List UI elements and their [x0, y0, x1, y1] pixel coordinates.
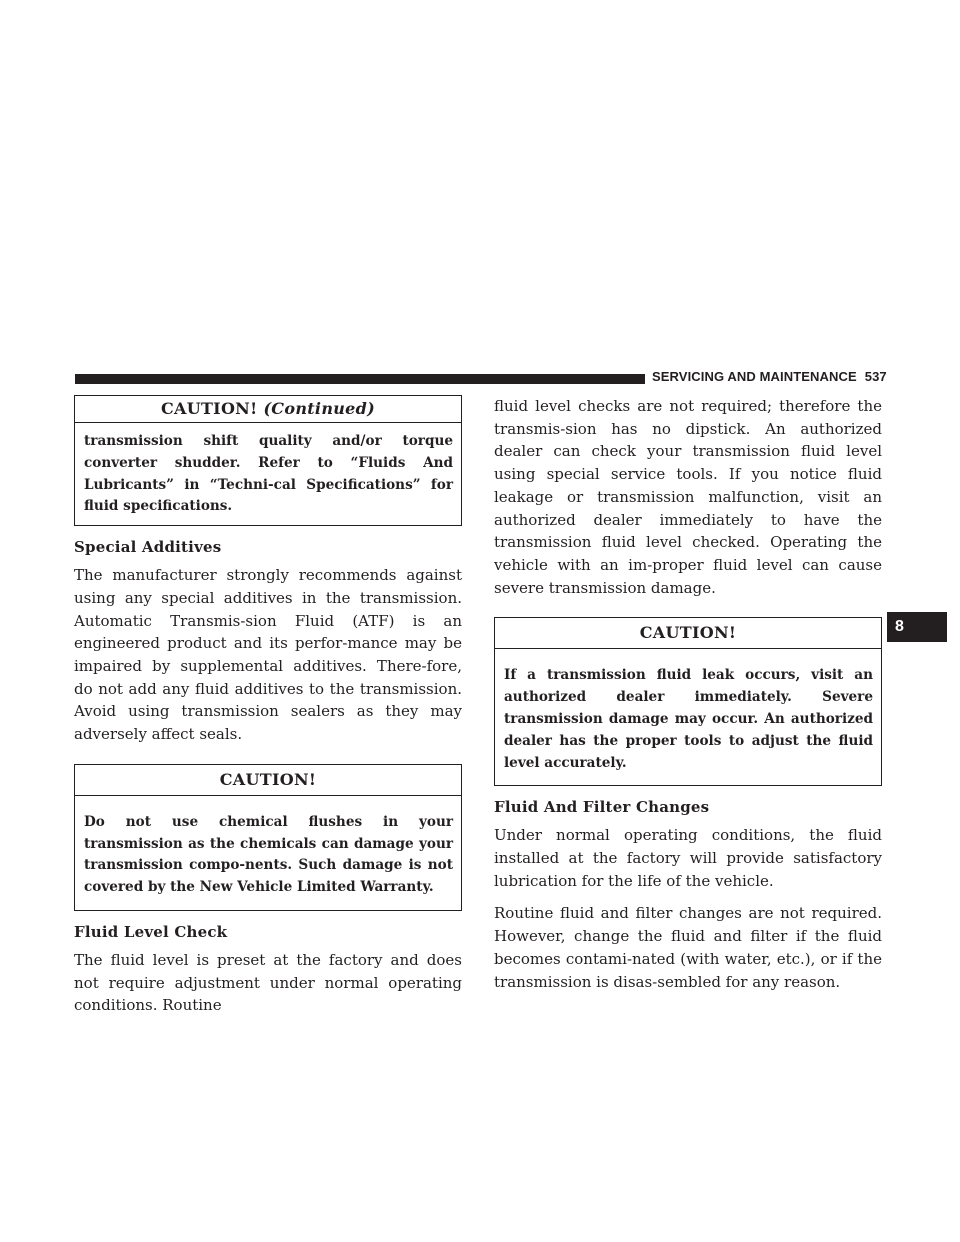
section-tab: 8	[887, 612, 947, 642]
heading-special-additives: Special Additives	[74, 538, 222, 557]
section-title: SERVICING AND MAINTENANCE	[652, 369, 857, 384]
left-column	[74, 395, 462, 1027]
fluid-level-check-text: The fluid level is preset at the factory and does not require adjustment under normal operating conditions. Routine	[74, 951, 462, 1015]
caution-title: CAUTION!	[495, 618, 881, 649]
right-column	[494, 395, 882, 1003]
caution-box-continued	[74, 395, 462, 526]
caution-box-leak	[494, 617, 882, 786]
page-number: 537	[864, 369, 887, 384]
fluid-filter-para-2: Routine fluid and filter changes are not required. However, change the fluid and filter if the fluid becomes contami-nated (with water, etc.), or if the transmission is disas-sembled for any reason.	[494, 904, 882, 991]
running-header	[652, 369, 894, 384]
heading-fluid-filter-changes: Fluid And Filter Changes	[494, 798, 710, 817]
fluid-filter-para-1: Under normal operating conditions, the fluid installed at the factory will provide satisfactory lubrication for the life of the vehicle.	[494, 826, 882, 890]
caution-text: If a transmission fluid leak occurs, visit an authorized dealer immediately. Severe transmission damage may occur. An authorized dealer has the proper tools to adjust the fluid level accurately.	[504, 667, 873, 771]
continued-label: (Continued)	[263, 399, 376, 418]
caution-title	[75, 396, 461, 423]
caution-label: CAUTION!	[160, 399, 258, 418]
continued-paragraph: fluid level checks are not required; therefore the transmis-sion has no dipstick. An authorized dealer can check your transmission fluid level using special service tools. If you notice fluid leakage or transmission malfunction, visit an authorized dealer immediately to have the transmission fluid level checked. Operating the vehicle with an im-proper fluid level can cause severe transmission damage.	[494, 397, 882, 597]
caution-text: Do not use chemical flushes in your transmission as the chemicals can damage your transmission compo-nents. Such damage is not covered by the New Vehicle Limited Warranty.	[84, 813, 453, 896]
header-rule	[75, 374, 645, 384]
caution-text: transmission shift quality and/or torque converter shudder. Refer to “Fluids And Lubricants” in “Techni-cal Specifications” for fluid specifications.	[84, 433, 453, 515]
heading-fluid-level-check: Fluid Level Check	[74, 923, 228, 941]
caution-box-flushes	[74, 764, 462, 911]
caution-title: CAUTION!	[75, 765, 461, 796]
special-additives-text: The manufacturer strongly recommends against using any special additives in the transmission. Automatic Transmis-sion Fluid (ATF) is an engineered product and its perfor-mance may be impaired by supplemental additives. There-fore, do not add any fluid additives to the transmission. Avoid using transmission sealers as they may adversely affect seals.	[74, 566, 462, 744]
